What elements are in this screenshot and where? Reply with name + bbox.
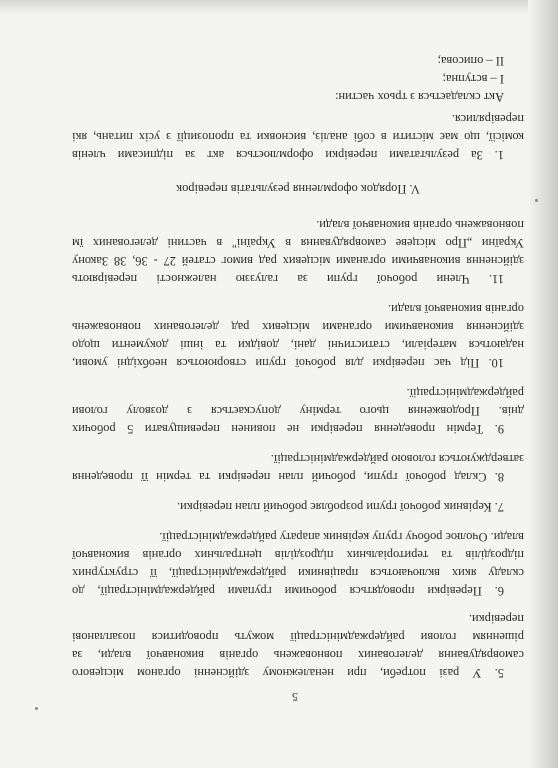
text-line: II – описова; [437,54,504,68]
text-line: надаються матеріали, статистичні дані, довідки та інші документи щодо [72,338,524,352]
text-line: Акт складається з трьох частин: [335,90,504,104]
text-line: України „Про місцеве самоврядування в Україні" в частині делегованих їм [72,236,524,250]
text-line: 5. У разі потреби, при неналежному здійсненні органом місцевого [72,666,504,680]
text-line: 1. За результатами перевірки оформлюється акт за підписами членів [72,148,504,162]
scan-speck [35,707,38,710]
scan-speck [535,199,538,202]
section-heading: V. Порядок оформлення результатів перевірок [176,182,420,196]
text-line: 9. Термін проведення перевірки не повинен перевищувати 5 робочих [72,422,504,436]
text-line: здійснення виконавчими органами місцевих рад вимог статей 27 - 36, 38 Закону [72,254,524,268]
text-line: складу яких включаються працівники райдержадміністрації, її структурних [72,566,524,580]
text-line: перевірялися. [451,112,524,126]
text-line: органів виконавчої влади. [388,302,524,316]
page-number: 5 [292,690,298,704]
text-line: райдержадміністрації. [406,386,524,400]
text-line: підрозділів та територіальних підрозділів центральних органів виконавчої [72,548,524,562]
text-line: самоврядування делегованих повноважень органів виконавчої влади, за [72,648,524,662]
text-line: здійснення виконавчими органами місцевих рад делегованих повноважень [72,320,524,334]
text-line: перевірки. [468,612,524,626]
text-line: I – вступна; [442,72,504,86]
text-line: влади. Очолює робочу групу керівник апарату райдержадміністрації. [159,530,524,544]
text-line: 8. Склад робочої групи, робочий план перевірки та термін її проведення [72,470,504,484]
text-line: днів. Продовження цього терміну допускається з дозволу голови [72,404,524,418]
text-line: 7. Керівник робочої групи розробляє робочий план перевірки. [177,500,504,514]
text-line: 10. Під час перевірки для робочої групи створюються необхідні умови, [72,356,504,370]
text-line: 11. Члени робочої групи за галуззю належності перевіряють [72,272,504,286]
text-line: 6. Перевірки проводяться робочими групами райдержадміністрації, до [72,584,504,598]
text-line: повноважень органів виконавчої влади. [316,218,524,232]
text-line: затверджуються головою райдержадміністрації. [270,452,524,466]
text-line: рішенням голови райдержадміністрації можуть проводитися позапланові [72,630,524,644]
text-line: комісії, що має містити в собі аналіз, висновки та пропозиції з усіх питань, які [72,130,524,144]
